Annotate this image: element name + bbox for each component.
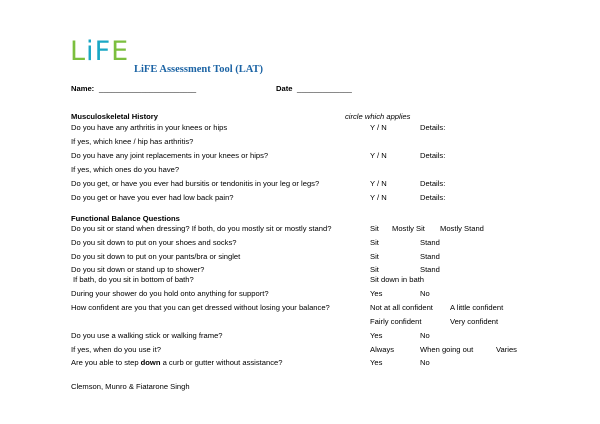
answer-option[interactable]: Stand [420, 238, 440, 247]
answer-yn[interactable]: Y / N [370, 123, 387, 132]
question-bath: If bath, do you sit in bottom of bath? [73, 275, 194, 284]
answer-option[interactable]: Yes [370, 289, 383, 298]
answer-option[interactable]: Mostly Sit [392, 224, 425, 233]
logo-letter-l: L [70, 36, 87, 67]
question-arthritis: Do you have any arthritis in your knees or hips [71, 123, 228, 132]
answer-yn[interactable]: Y / N [370, 179, 387, 188]
question-walking-aid: Do you use a walking stick or walking frame? [71, 331, 223, 340]
logo-letter-e: E [111, 36, 130, 67]
date-label: Date [276, 84, 293, 93]
answer-option[interactable]: Stand [420, 265, 440, 274]
question-joint-which: If yes, which ones do you have? [71, 165, 180, 174]
question-shower-support: During your shower do you hold onto anything for support? [71, 289, 269, 298]
question-curb-emphasis: down [140, 358, 161, 367]
answer-option[interactable]: Sit [370, 238, 379, 247]
answer-option[interactable]: Stand [420, 252, 440, 261]
answer-option[interactable]: Yes [370, 358, 383, 367]
question-shower: Do you sit down or stand up to shower? [71, 265, 205, 274]
date-field[interactable]: _____________ [297, 84, 352, 93]
question-curb [71, 359, 282, 367]
answer-option[interactable]: When going out [420, 345, 474, 354]
logo-letter-f: F [94, 36, 112, 67]
answer-option[interactable]: Sit [370, 252, 379, 261]
answer-option[interactable]: No [420, 331, 430, 340]
section-heading-musculoskeletal: Musculoskeletal History [71, 112, 158, 121]
question-back-pain: Do you get or have you ever had low back pain? [71, 193, 234, 202]
question-confidence: How confident are you that you can get dressed without losing your balance? [71, 303, 330, 312]
question-pants: Do you sit down to put on your pants/bra or singlet [71, 252, 241, 261]
answer-option[interactable]: Sit [370, 224, 379, 233]
answer-option[interactable]: No [420, 289, 430, 298]
answer-option[interactable]: Fairly confident [370, 317, 422, 326]
question-shoes-socks: Do you sit down to put on your shoes and socks? [71, 238, 237, 247]
details-label: Details: [420, 179, 446, 188]
answer-yn[interactable]: Y / N [370, 151, 387, 160]
circle-note: circle which applies [345, 112, 411, 121]
answer-option[interactable]: Yes [370, 331, 383, 340]
question-walking-aid-when: If yes, when do you use it? [71, 345, 161, 354]
section-heading-balance: Functional Balance Questions [71, 214, 180, 223]
answer-option[interactable]: Varies [496, 345, 517, 354]
name-field[interactable]: _______________________ [99, 84, 197, 93]
answer-option[interactable]: Very confident [450, 317, 499, 326]
answer-option[interactable]: Sit down in bath [370, 275, 425, 284]
name-label: Name: [71, 84, 95, 93]
question-curb-pre: Are you able to step [71, 358, 141, 367]
details-label: Details: [420, 193, 446, 202]
question-joint-replacement: Do you have any joint replacements in your knees or hips? [71, 151, 269, 160]
question-bursitis: Do you get, or have you ever had bursitis or tendonitis in your leg or legs? [71, 179, 320, 188]
answer-option[interactable]: A little confident [450, 303, 504, 312]
page-title: LiFE Assessment Tool (LAT) [134, 64, 264, 75]
life-logo [70, 38, 129, 65]
question-curb-post: a curb or gutter without assistance? [160, 358, 283, 367]
answer-option[interactable]: No [420, 358, 430, 367]
answer-option[interactable]: Not at all confident [370, 303, 433, 312]
details-label: Details: [420, 123, 446, 132]
question-dressing: Do you sit or stand when dressing? If both, do you mostly sit or mostly stand? [71, 224, 332, 233]
answer-option[interactable]: Sit [370, 265, 379, 274]
answer-option[interactable]: Always [370, 345, 395, 354]
question-arthritis-which: If yes, which knee / hip has arthritis? [71, 137, 194, 146]
logo-letter-i: i [86, 36, 95, 67]
footer-credits: Clemson, Munro & Fiatarone Singh [71, 382, 190, 391]
answer-yn[interactable]: Y / N [370, 193, 387, 202]
details-label: Details: [420, 151, 446, 160]
answer-option[interactable]: Mostly Stand [440, 224, 484, 233]
